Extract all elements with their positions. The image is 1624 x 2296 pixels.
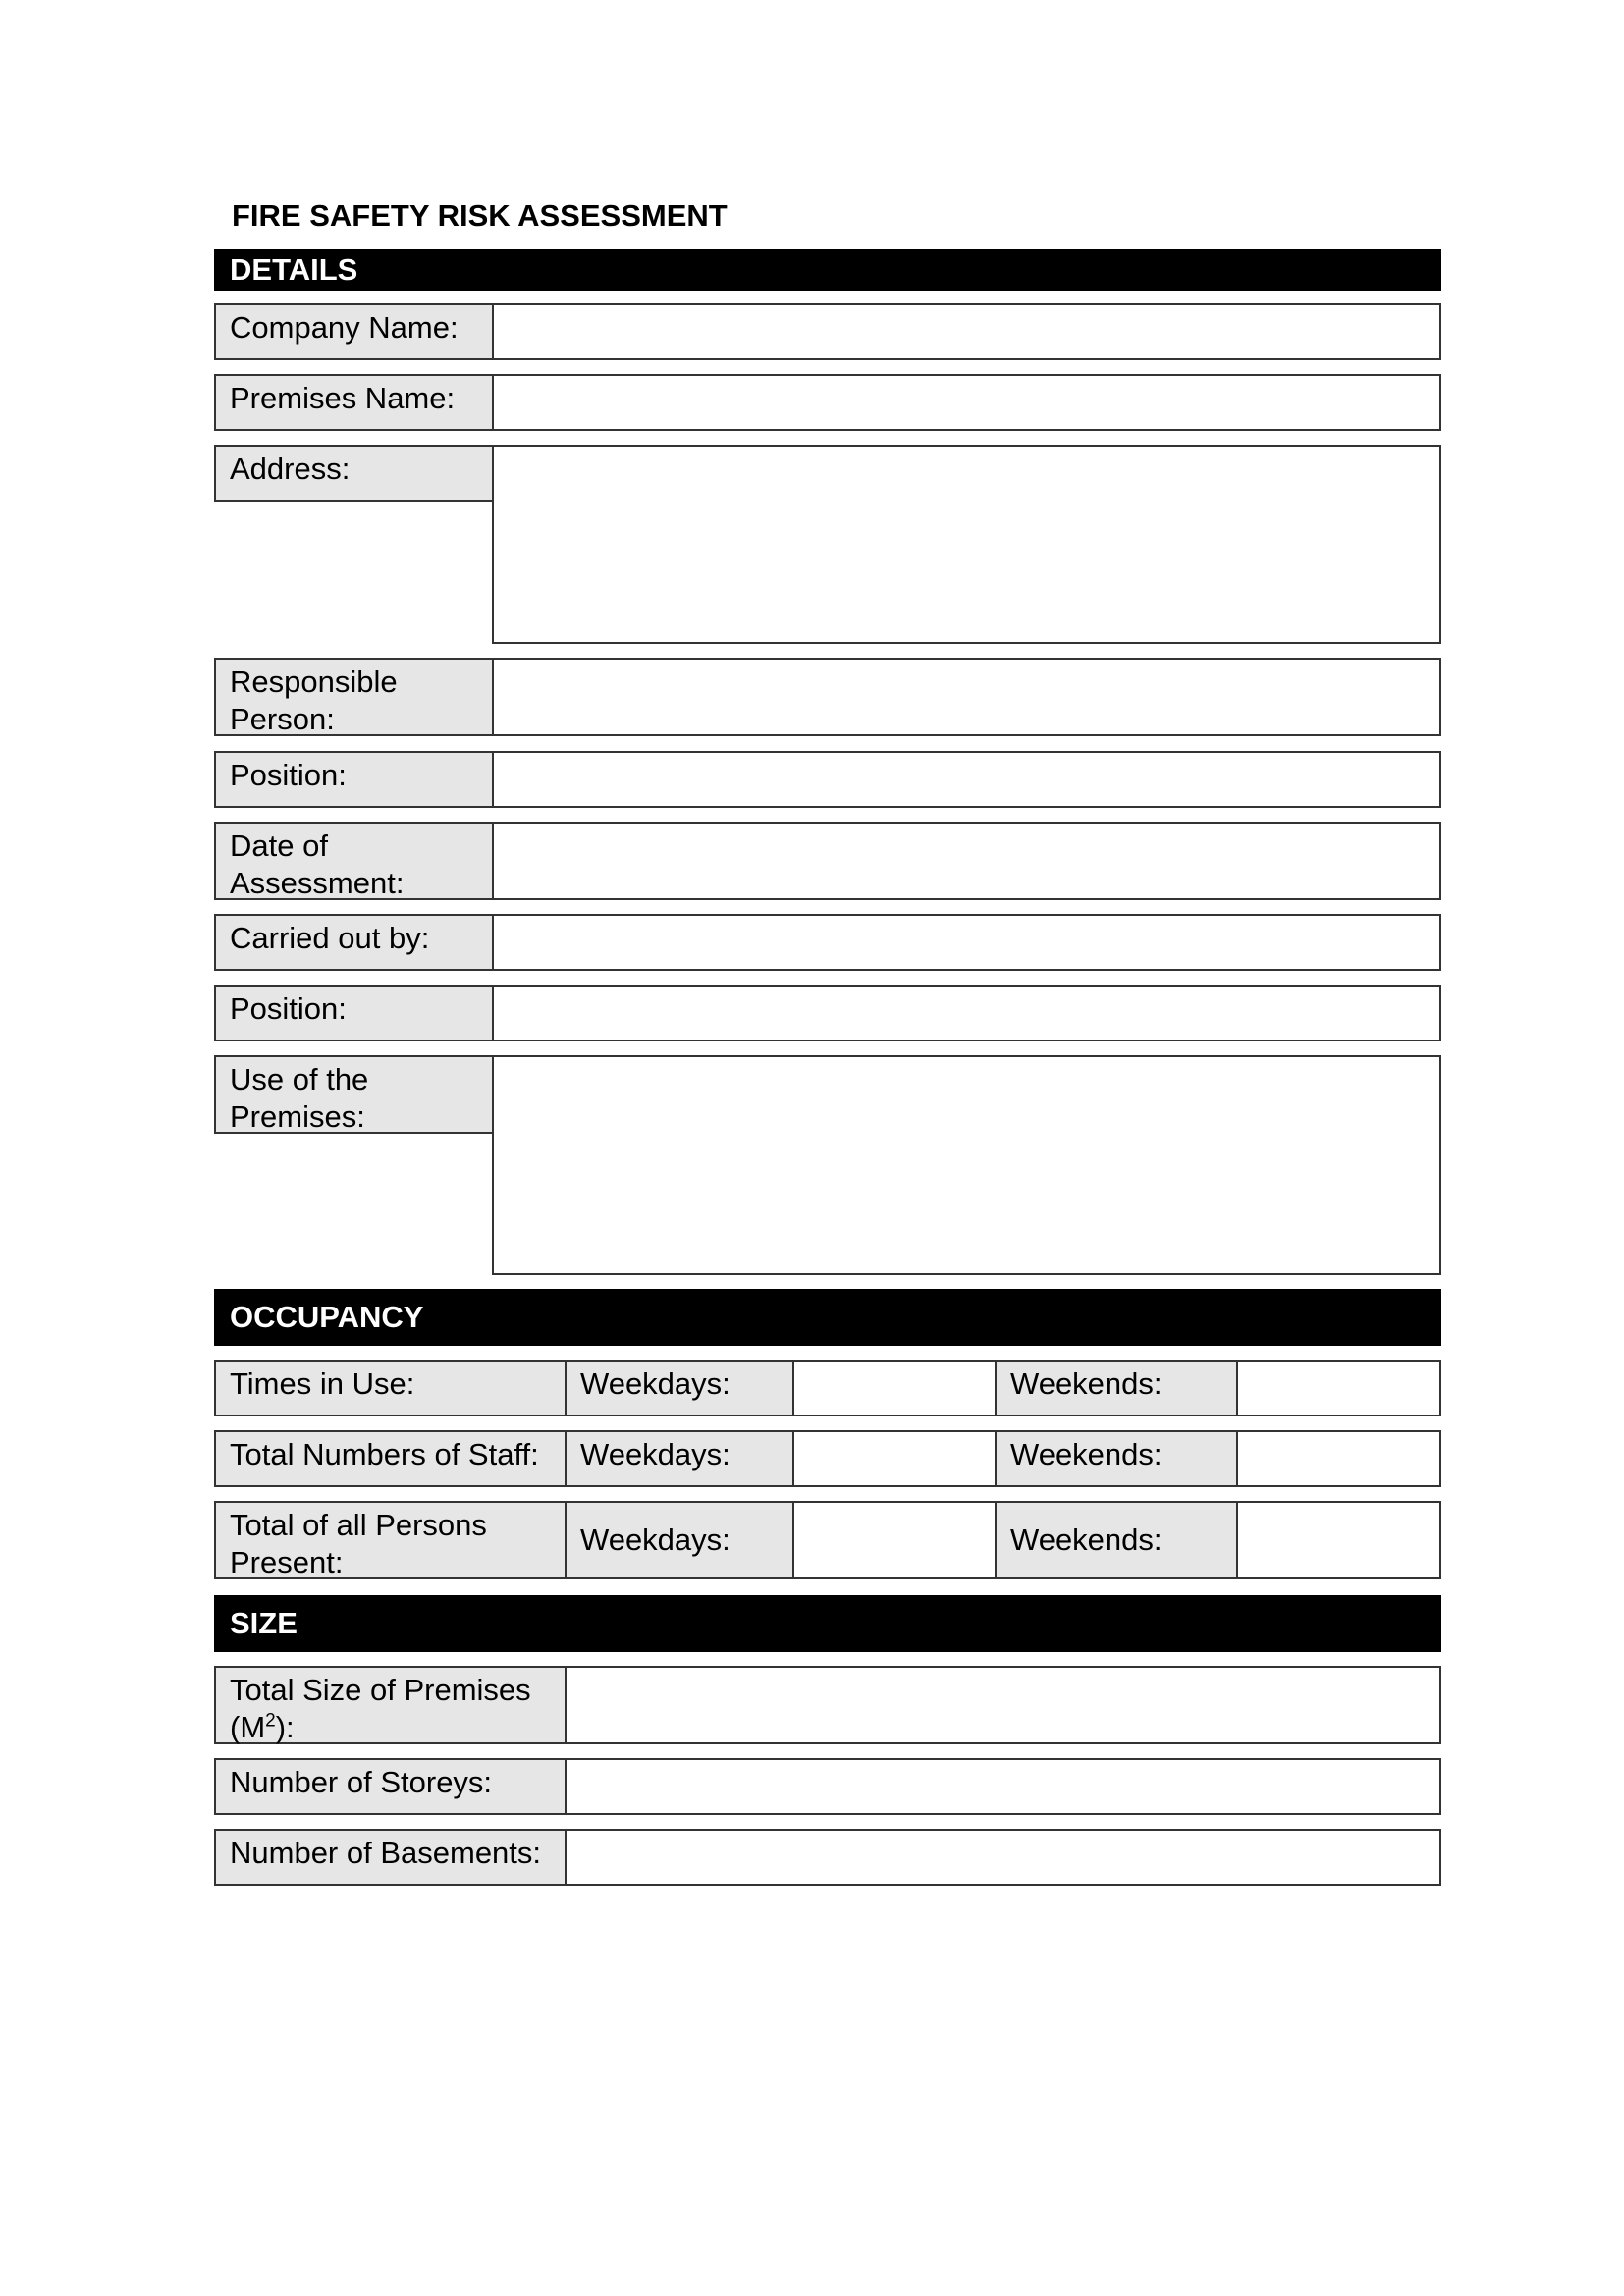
- row-premises-name: [214, 374, 1441, 431]
- label-weekdays: Weekdays:: [565, 1360, 794, 1416]
- occupancy-row: [214, 1501, 1441, 1579]
- staff-weekends-field[interactable]: [1236, 1430, 1441, 1487]
- assessor-position-field[interactable]: [492, 985, 1441, 1041]
- position-field[interactable]: [492, 751, 1441, 808]
- number-of-storeys-field[interactable]: [565, 1758, 1441, 1815]
- row-number-of-basements: [214, 1829, 1441, 1886]
- label-premises-name: Premises Name:: [214, 374, 494, 431]
- row-total-size: [214, 1666, 1441, 1744]
- row-use-of-premises: [214, 1055, 1441, 1275]
- staff-weekdays-field[interactable]: [792, 1430, 997, 1487]
- row-address: [214, 445, 1441, 644]
- total-size-label-suffix: ):: [275, 1710, 295, 1744]
- label-responsible-person: Responsible Person:: [214, 658, 494, 736]
- row-responsible-person: [214, 658, 1441, 736]
- label-times-in-use: Times in Use:: [214, 1360, 567, 1416]
- label-total-size-of-premises: [214, 1666, 567, 1744]
- section-header-occupancy: OCCUPANCY: [214, 1289, 1441, 1346]
- times-in-use-weekdays-field[interactable]: [792, 1360, 997, 1416]
- carried-out-by-field[interactable]: [492, 914, 1441, 971]
- persons-present-weekdays-field[interactable]: [792, 1501, 997, 1579]
- occupancy-row: [214, 1360, 1441, 1416]
- row-date-of-assessment: [214, 822, 1441, 900]
- row-position-2: [214, 985, 1441, 1041]
- label-address: Address:: [214, 445, 494, 502]
- label-total-of-all-persons-present: Total of all Persons Present:: [214, 1501, 567, 1579]
- label-weekends: Weekends:: [995, 1501, 1238, 1579]
- section-header-details: DETAILS: [214, 249, 1441, 291]
- times-in-use-weekends-field[interactable]: [1236, 1360, 1441, 1416]
- row-company-name: [214, 303, 1441, 360]
- persons-present-weekends-field[interactable]: [1236, 1501, 1441, 1579]
- responsible-person-field[interactable]: [492, 658, 1441, 736]
- address-field[interactable]: [492, 445, 1441, 644]
- occupancy-row: [214, 1430, 1441, 1487]
- section-header-size: SIZE: [214, 1595, 1441, 1652]
- label-number-of-basements: Number of Basements:: [214, 1829, 567, 1886]
- row-number-of-storeys: [214, 1758, 1441, 1815]
- number-of-basements-field[interactable]: [565, 1829, 1441, 1886]
- label-number-of-storeys: Number of Storeys:: [214, 1758, 567, 1815]
- label-weekdays: Weekdays:: [565, 1501, 794, 1579]
- label-weekends: Weekends:: [995, 1360, 1238, 1416]
- label-carried-out-by: Carried out by:: [214, 914, 494, 971]
- label-assessor-position: Position:: [214, 985, 494, 1041]
- label-total-numbers-of-staff: Total Numbers of Staff:: [214, 1430, 567, 1487]
- label-weekdays: Weekdays:: [565, 1430, 794, 1487]
- date-of-assessment-field[interactable]: [492, 822, 1441, 900]
- use-of-premises-field[interactable]: [492, 1055, 1441, 1275]
- label-weekends: Weekends:: [995, 1430, 1238, 1487]
- squared-superscript: 2: [265, 1710, 276, 1732]
- label-date-of-assessment: Date of Assessment:: [214, 822, 494, 900]
- total-size-field[interactable]: [565, 1666, 1441, 1744]
- premises-name-field[interactable]: [492, 374, 1441, 431]
- document-title: FIRE SAFETY RISK ASSESSMENT: [232, 198, 728, 233]
- label-use-of-premises: Use of the Premises:: [214, 1055, 494, 1134]
- company-name-field[interactable]: [492, 303, 1441, 360]
- row-carried-out-by: [214, 914, 1441, 971]
- label-position: Position:: [214, 751, 494, 808]
- label-company-name: Company Name:: [214, 303, 494, 360]
- total-size-label-text: Total Size of Premises (M: [230, 1673, 531, 1744]
- row-position-1: [214, 751, 1441, 808]
